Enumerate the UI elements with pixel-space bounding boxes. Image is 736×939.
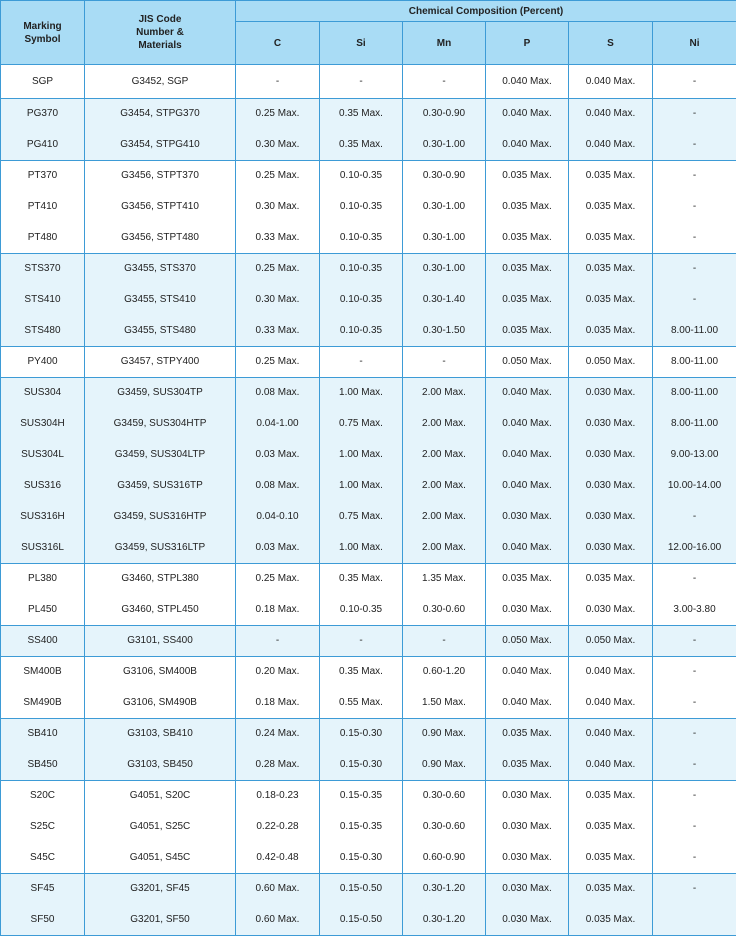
s-cell: 0.030 Max. <box>569 470 653 501</box>
c-cell: 0.33 Max. <box>236 315 320 347</box>
marking-symbol-cell: PT480 <box>1 222 85 254</box>
si-cell: 0.15-0.30 <box>320 749 403 781</box>
c-cell: 0.30 Max. <box>236 191 320 222</box>
material-group <box>1 347 736 378</box>
material-group <box>1 254 736 347</box>
p-cell: 0.040 Max. <box>486 439 569 470</box>
table-row <box>1 315 736 347</box>
material-group <box>1 657 736 719</box>
marking-symbol-cell: SB450 <box>1 749 85 781</box>
s-cell: 0.040 Max. <box>569 719 653 750</box>
c-cell: 0.25 Max. <box>236 254 320 285</box>
jis-code-cell: G3452, SGP <box>85 65 236 99</box>
c-cell: 0.24 Max. <box>236 719 320 750</box>
s-cell: 0.050 Max. <box>569 347 653 378</box>
ni-cell: 3.00-3.80 <box>653 594 736 626</box>
mn-cell: 2.00 Max. <box>403 532 486 564</box>
marking-symbol-cell: PT370 <box>1 161 85 192</box>
header-col-p: P <box>486 22 569 65</box>
jis-code-cell: G3201, SF50 <box>85 904 236 936</box>
c-cell: 0.28 Max. <box>236 749 320 781</box>
ni-cell: - <box>653 129 736 161</box>
jis-code-cell: G3201, SF45 <box>85 874 236 905</box>
material-group <box>1 564 736 626</box>
mn-cell: 0.60-0.90 <box>403 842 486 874</box>
header-chemical-composition: Chemical Composition (Percent) <box>236 1 736 22</box>
ni-cell: 8.00-11.00 <box>653 315 736 347</box>
si-cell: 0.15-0.35 <box>320 811 403 842</box>
mn-cell: 2.00 Max. <box>403 378 486 409</box>
ni-cell: - <box>653 65 736 99</box>
si-cell: 0.15-0.30 <box>320 842 403 874</box>
p-cell: 0.035 Max. <box>486 161 569 192</box>
material-group <box>1 719 736 781</box>
marking-symbol-cell: S20C <box>1 781 85 812</box>
marking-symbol-cell: STS480 <box>1 315 85 347</box>
si-cell: 0.10-0.35 <box>320 254 403 285</box>
marking-symbol-cell: PT410 <box>1 191 85 222</box>
ni-cell: - <box>653 501 736 532</box>
table-row <box>1 284 736 315</box>
mn-cell: - <box>403 347 486 378</box>
mn-cell: 0.30-1.00 <box>403 222 486 254</box>
marking-symbol-cell: PL450 <box>1 594 85 626</box>
s-cell: 0.040 Max. <box>569 749 653 781</box>
jis-code-cell: G3456, STPT410 <box>85 191 236 222</box>
c-cell: 0.03 Max. <box>236 532 320 564</box>
table-row <box>1 129 736 161</box>
table-row <box>1 378 736 409</box>
material-group <box>1 161 736 254</box>
marking-symbol-cell: STS370 <box>1 254 85 285</box>
marking-symbol-cell: SF45 <box>1 874 85 905</box>
p-cell: 0.030 Max. <box>486 842 569 874</box>
jis-code-cell: G4051, S45C <box>85 842 236 874</box>
c-cell: - <box>236 626 320 657</box>
ni-cell: - <box>653 749 736 781</box>
c-cell: 0.08 Max. <box>236 470 320 501</box>
table-row <box>1 99 736 130</box>
marking-symbol-cell: SB410 <box>1 719 85 750</box>
marking-symbol-cell: SUS304 <box>1 378 85 409</box>
p-cell: 0.040 Max. <box>486 408 569 439</box>
ni-cell: - <box>653 564 736 595</box>
p-cell: 0.050 Max. <box>486 347 569 378</box>
s-cell: 0.035 Max. <box>569 161 653 192</box>
s-cell: 0.040 Max. <box>569 687 653 719</box>
marking-symbol-cell: SUS316 <box>1 470 85 501</box>
s-cell: 0.035 Max. <box>569 842 653 874</box>
c-cell: 0.33 Max. <box>236 222 320 254</box>
marking-symbol-cell: S25C <box>1 811 85 842</box>
jis-code-cell: G3103, SB410 <box>85 719 236 750</box>
jis-code-cell: G3454, STPG410 <box>85 129 236 161</box>
ni-cell: - <box>653 874 736 905</box>
mn-cell: 0.30-1.20 <box>403 874 486 905</box>
mn-cell: 0.30-1.00 <box>403 129 486 161</box>
c-cell: 0.60 Max. <box>236 904 320 936</box>
ni-cell: 12.00-16.00 <box>653 532 736 564</box>
p-cell: 0.030 Max. <box>486 781 569 812</box>
s-cell: 0.035 Max. <box>569 781 653 812</box>
si-cell: 0.15-0.50 <box>320 874 403 905</box>
table-row <box>1 470 736 501</box>
mn-cell: 2.00 Max. <box>403 501 486 532</box>
marking-symbol-cell: SUS304H <box>1 408 85 439</box>
marking-symbol-cell: SS400 <box>1 626 85 657</box>
table-row <box>1 781 736 812</box>
s-cell: 0.035 Max. <box>569 191 653 222</box>
jis-code-cell: G3106, SM400B <box>85 657 236 688</box>
si-cell: 0.10-0.35 <box>320 161 403 192</box>
header-col-mn: Mn <box>403 22 486 65</box>
mn-cell: 2.00 Max. <box>403 408 486 439</box>
p-cell: 0.035 Max. <box>486 315 569 347</box>
table-row <box>1 501 736 532</box>
c-cell: 0.18 Max. <box>236 594 320 626</box>
mn-cell: 0.30-1.50 <box>403 315 486 347</box>
s-cell: 0.035 Max. <box>569 315 653 347</box>
p-cell: 0.050 Max. <box>486 626 569 657</box>
marking-symbol-cell: PY400 <box>1 347 85 378</box>
c-cell: 0.04-0.10 <box>236 501 320 532</box>
si-cell: 0.35 Max. <box>320 129 403 161</box>
table-row <box>1 65 736 99</box>
si-cell: 0.10-0.35 <box>320 315 403 347</box>
table-row <box>1 719 736 750</box>
si-cell: 0.35 Max. <box>320 99 403 130</box>
si-cell: 0.15-0.35 <box>320 781 403 812</box>
p-cell: 0.040 Max. <box>486 532 569 564</box>
mn-cell: 0.90 Max. <box>403 749 486 781</box>
p-cell: 0.035 Max. <box>486 564 569 595</box>
table-row <box>1 842 736 874</box>
c-cell: 0.20 Max. <box>236 657 320 688</box>
marking-symbol-cell: SUS316L <box>1 532 85 564</box>
table-row <box>1 347 736 378</box>
p-cell: 0.040 Max. <box>486 687 569 719</box>
p-cell: 0.030 Max. <box>486 811 569 842</box>
s-cell: 0.030 Max. <box>569 532 653 564</box>
jis-code-cell: G3456, STPT370 <box>85 161 236 192</box>
mn-cell: 0.30-0.60 <box>403 594 486 626</box>
s-cell: 0.035 Max. <box>569 564 653 595</box>
si-cell: - <box>320 347 403 378</box>
jis-code-cell: G3456, STPT480 <box>85 222 236 254</box>
jis-code-cell: G3457, STPY400 <box>85 347 236 378</box>
jis-code-cell: G3459, SUS316LTP <box>85 532 236 564</box>
table-row <box>1 222 736 254</box>
c-cell: - <box>236 65 320 99</box>
ni-cell: - <box>653 222 736 254</box>
p-cell: 0.040 Max. <box>486 378 569 409</box>
s-cell: 0.035 Max. <box>569 904 653 936</box>
jis-code-cell: G3101, SS400 <box>85 626 236 657</box>
s-cell: 0.035 Max. <box>569 284 653 315</box>
ni-cell: 8.00-11.00 <box>653 408 736 439</box>
marking-symbol-cell: SM490B <box>1 687 85 719</box>
marking-symbol-cell: STS410 <box>1 284 85 315</box>
s-cell: 0.030 Max. <box>569 439 653 470</box>
s-cell: 0.050 Max. <box>569 626 653 657</box>
marking-symbol-cell: SUS304L <box>1 439 85 470</box>
si-cell: 0.10-0.35 <box>320 284 403 315</box>
si-cell: 0.75 Max. <box>320 501 403 532</box>
mn-cell: 0.60-1.20 <box>403 657 486 688</box>
s-cell: 0.030 Max. <box>569 378 653 409</box>
c-cell: 0.60 Max. <box>236 874 320 905</box>
header-col-si: Si <box>320 22 403 65</box>
table-row <box>1 687 736 719</box>
c-cell: 0.30 Max. <box>236 284 320 315</box>
jis-code-cell: G3459, SUS316HTP <box>85 501 236 532</box>
table-row <box>1 564 736 595</box>
si-cell: 0.55 Max. <box>320 687 403 719</box>
table-row <box>1 408 736 439</box>
marking-symbol-cell: S45C <box>1 842 85 874</box>
table-row <box>1 749 736 781</box>
mn-cell: - <box>403 626 486 657</box>
mn-cell: 2.00 Max. <box>403 470 486 501</box>
si-cell: 1.00 Max. <box>320 378 403 409</box>
marking-symbol-cell: PL380 <box>1 564 85 595</box>
table-row <box>1 161 736 192</box>
marking-symbol-cell: PG410 <box>1 129 85 161</box>
material-group <box>1 99 736 161</box>
c-cell: 0.42-0.48 <box>236 842 320 874</box>
si-cell: - <box>320 626 403 657</box>
c-cell: 0.25 Max. <box>236 99 320 130</box>
header-col-c: C <box>236 22 320 65</box>
c-cell: 0.04-1.00 <box>236 408 320 439</box>
table-row <box>1 254 736 285</box>
ni-cell: 9.00-13.00 <box>653 439 736 470</box>
marking-symbol-cell: SF50 <box>1 904 85 936</box>
ni-cell: - <box>653 781 736 812</box>
jis-code-cell: G3459, SUS316TP <box>85 470 236 501</box>
table-row <box>1 594 736 626</box>
p-cell: 0.035 Max. <box>486 284 569 315</box>
c-cell: 0.25 Max. <box>236 564 320 595</box>
si-cell: 0.75 Max. <box>320 408 403 439</box>
jis-code-cell: G4051, S20C <box>85 781 236 812</box>
c-cell: 0.25 Max. <box>236 161 320 192</box>
p-cell: 0.030 Max. <box>486 594 569 626</box>
p-cell: 0.040 Max. <box>486 470 569 501</box>
ni-cell: 8.00-11.00 <box>653 378 736 409</box>
si-cell: 1.00 Max. <box>320 439 403 470</box>
ni-cell: - <box>653 657 736 688</box>
header-jis-code: JIS Code Number & Materials <box>85 1 236 65</box>
c-cell: 0.08 Max. <box>236 378 320 409</box>
p-cell: 0.040 Max. <box>486 99 569 130</box>
jis-code-cell: G3459, SUS304HTP <box>85 408 236 439</box>
s-cell: 0.040 Max. <box>569 657 653 688</box>
s-cell: 0.035 Max. <box>569 811 653 842</box>
jis-code-cell: G3455, STS410 <box>85 284 236 315</box>
p-cell: 0.030 Max. <box>486 501 569 532</box>
si-cell: 1.00 Max. <box>320 532 403 564</box>
ni-cell: - <box>653 99 736 130</box>
ni-cell: 10.00-14.00 <box>653 470 736 501</box>
c-cell: 0.18 Max. <box>236 687 320 719</box>
header-col-ni: Ni <box>653 22 736 65</box>
ni-cell: - <box>653 161 736 192</box>
jis-code-cell: G3455, STS370 <box>85 254 236 285</box>
si-cell: 0.10-0.35 <box>320 191 403 222</box>
mn-cell: 0.90 Max. <box>403 719 486 750</box>
header-marking-symbol: Marking Symbol <box>1 1 85 65</box>
s-cell: 0.035 Max. <box>569 222 653 254</box>
jis-code-cell: G3454, STPG370 <box>85 99 236 130</box>
table-row <box>1 657 736 688</box>
mn-cell: 0.30-1.00 <box>403 254 486 285</box>
table-row <box>1 191 736 222</box>
jis-code-cell: G3455, STS480 <box>85 315 236 347</box>
mn-cell: 1.50 Max. <box>403 687 486 719</box>
jis-code-cell: G3106, SM490B <box>85 687 236 719</box>
material-group <box>1 874 736 936</box>
table-row <box>1 811 736 842</box>
ni-cell: - <box>653 811 736 842</box>
ni-cell: - <box>653 191 736 222</box>
mn-cell: 0.30-1.00 <box>403 191 486 222</box>
p-cell: 0.035 Max. <box>486 749 569 781</box>
jis-code-cell: G3460, STPL380 <box>85 564 236 595</box>
p-cell: 0.030 Max. <box>486 904 569 936</box>
ni-cell: - <box>653 687 736 719</box>
p-cell: 0.035 Max. <box>486 222 569 254</box>
ni-cell: - <box>653 719 736 750</box>
c-cell: 0.18-0.23 <box>236 781 320 812</box>
c-cell: 0.22-0.28 <box>236 811 320 842</box>
ni-cell: - <box>653 626 736 657</box>
si-cell: - <box>320 65 403 99</box>
si-cell: 0.10-0.35 <box>320 594 403 626</box>
p-cell: 0.030 Max. <box>486 874 569 905</box>
ni-cell: 8.00-11.00 <box>653 347 736 378</box>
material-group <box>1 781 736 874</box>
ni-cell: - <box>653 254 736 285</box>
jis-code-cell: G3460, STPL450 <box>85 594 236 626</box>
p-cell: 0.040 Max. <box>486 129 569 161</box>
table-row <box>1 439 736 470</box>
marking-symbol-cell: SUS316H <box>1 501 85 532</box>
s-cell: 0.040 Max. <box>569 65 653 99</box>
table-row <box>1 874 736 905</box>
mn-cell: 2.00 Max. <box>403 439 486 470</box>
jis-code-cell: G3459, SUS304LTP <box>85 439 236 470</box>
c-cell: 0.25 Max. <box>236 347 320 378</box>
table-row <box>1 532 736 564</box>
p-cell: 0.035 Max. <box>486 191 569 222</box>
s-cell: 0.040 Max. <box>569 99 653 130</box>
table-row <box>1 904 736 936</box>
c-cell: 0.03 Max. <box>236 439 320 470</box>
si-cell: 0.15-0.50 <box>320 904 403 936</box>
si-cell: 0.15-0.30 <box>320 719 403 750</box>
material-group <box>1 626 736 657</box>
table-header <box>1 1 736 65</box>
mn-cell: 0.30-0.90 <box>403 161 486 192</box>
table-row <box>1 626 736 657</box>
s-cell: 0.035 Max. <box>569 874 653 905</box>
s-cell: 0.030 Max. <box>569 594 653 626</box>
jis-code-cell: G3459, SUS304TP <box>85 378 236 409</box>
p-cell: 0.040 Max. <box>486 657 569 688</box>
ni-cell: - <box>653 284 736 315</box>
mn-cell: 1.35 Max. <box>403 564 486 595</box>
material-group <box>1 378 736 564</box>
mn-cell: - <box>403 65 486 99</box>
header-col-s: S <box>569 22 653 65</box>
mn-cell: 0.30-0.60 <box>403 811 486 842</box>
s-cell: 0.030 Max. <box>569 408 653 439</box>
marking-symbol-cell: SGP <box>1 65 85 99</box>
s-cell: 0.040 Max. <box>569 129 653 161</box>
marking-symbol-cell: SM400B <box>1 657 85 688</box>
si-cell: 1.00 Max. <box>320 470 403 501</box>
si-cell: 0.10-0.35 <box>320 222 403 254</box>
si-cell: 0.35 Max. <box>320 564 403 595</box>
s-cell: 0.035 Max. <box>569 254 653 285</box>
jis-code-cell: G3103, SB450 <box>85 749 236 781</box>
jis-code-cell: G4051, S25C <box>85 811 236 842</box>
mn-cell: 0.30-0.60 <box>403 781 486 812</box>
s-cell: 0.030 Max. <box>569 501 653 532</box>
p-cell: 0.035 Max. <box>486 254 569 285</box>
p-cell: 0.035 Max. <box>486 719 569 750</box>
marking-symbol-cell: PG370 <box>1 99 85 130</box>
p-cell: 0.040 Max. <box>486 65 569 99</box>
mn-cell: 0.30-1.20 <box>403 904 486 936</box>
c-cell: 0.30 Max. <box>236 129 320 161</box>
ni-cell <box>653 904 736 936</box>
mn-cell: 0.30-1.40 <box>403 284 486 315</box>
material-group <box>1 65 736 99</box>
si-cell: 0.35 Max. <box>320 657 403 688</box>
mn-cell: 0.30-0.90 <box>403 99 486 130</box>
ni-cell: - <box>653 842 736 874</box>
